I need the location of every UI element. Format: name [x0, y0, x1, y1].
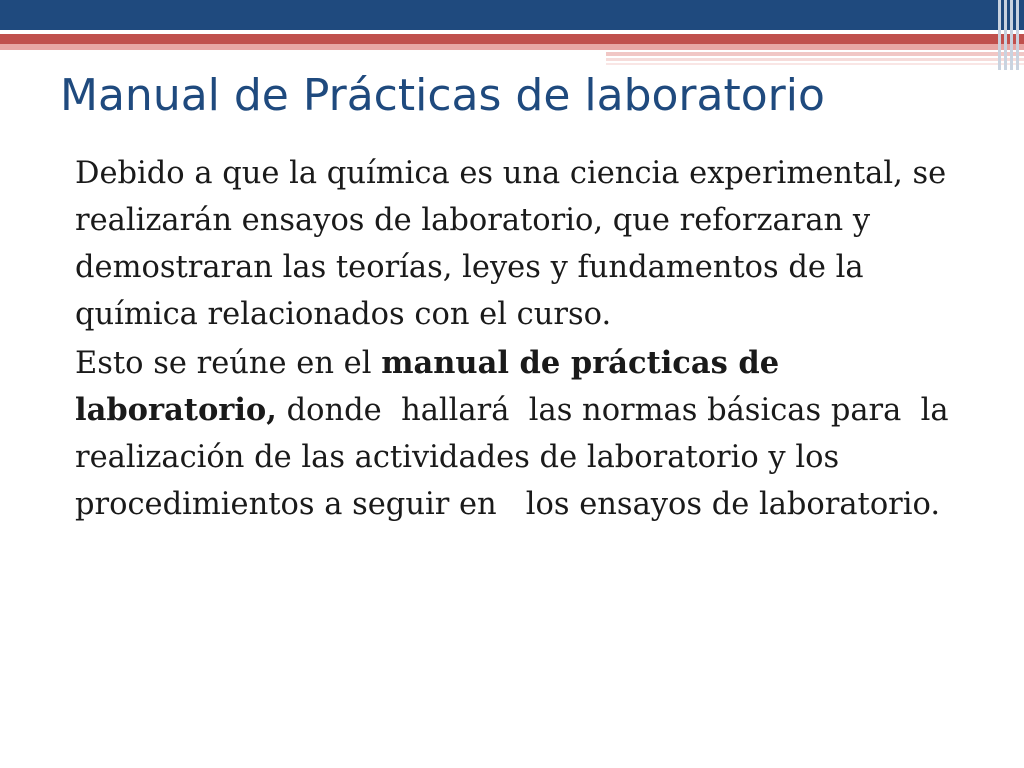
- paragraph-2-bold: manual de prácticas de laboratorio,: [75, 345, 790, 428]
- paragraph-2-rest: donde hallará las normas básicas para la realización de las actividades de laboratorio y los procedimientos a seguir en los ensayos de laboratorio.: [75, 393, 959, 522]
- paragraph-2-intro: Esto se reúne en el: [75, 346, 382, 381]
- header-band-navy: [0, 0, 1024, 30]
- header-band-accent-3: [606, 63, 1024, 65]
- header-band-red: [0, 34, 1024, 44]
- paragraph-2: [75, 340, 959, 528]
- header-band-pink: [0, 44, 1024, 50]
- slide-title: Manual de Prácticas de laboratorio: [60, 70, 825, 121]
- paragraph-1: Debido a que la química es una ciencia experimental, se realizarán ensayos de laboratorio, que reforzaran y demostraran las teorías, leyes y fundamentos de la química relacionados con el curso.: [75, 156, 956, 332]
- header-band-accent-1: [606, 52, 1024, 56]
- slide-body: [75, 150, 959, 530]
- header-stripes: [994, 0, 1024, 70]
- header-band-accent-2: [606, 58, 1024, 61]
